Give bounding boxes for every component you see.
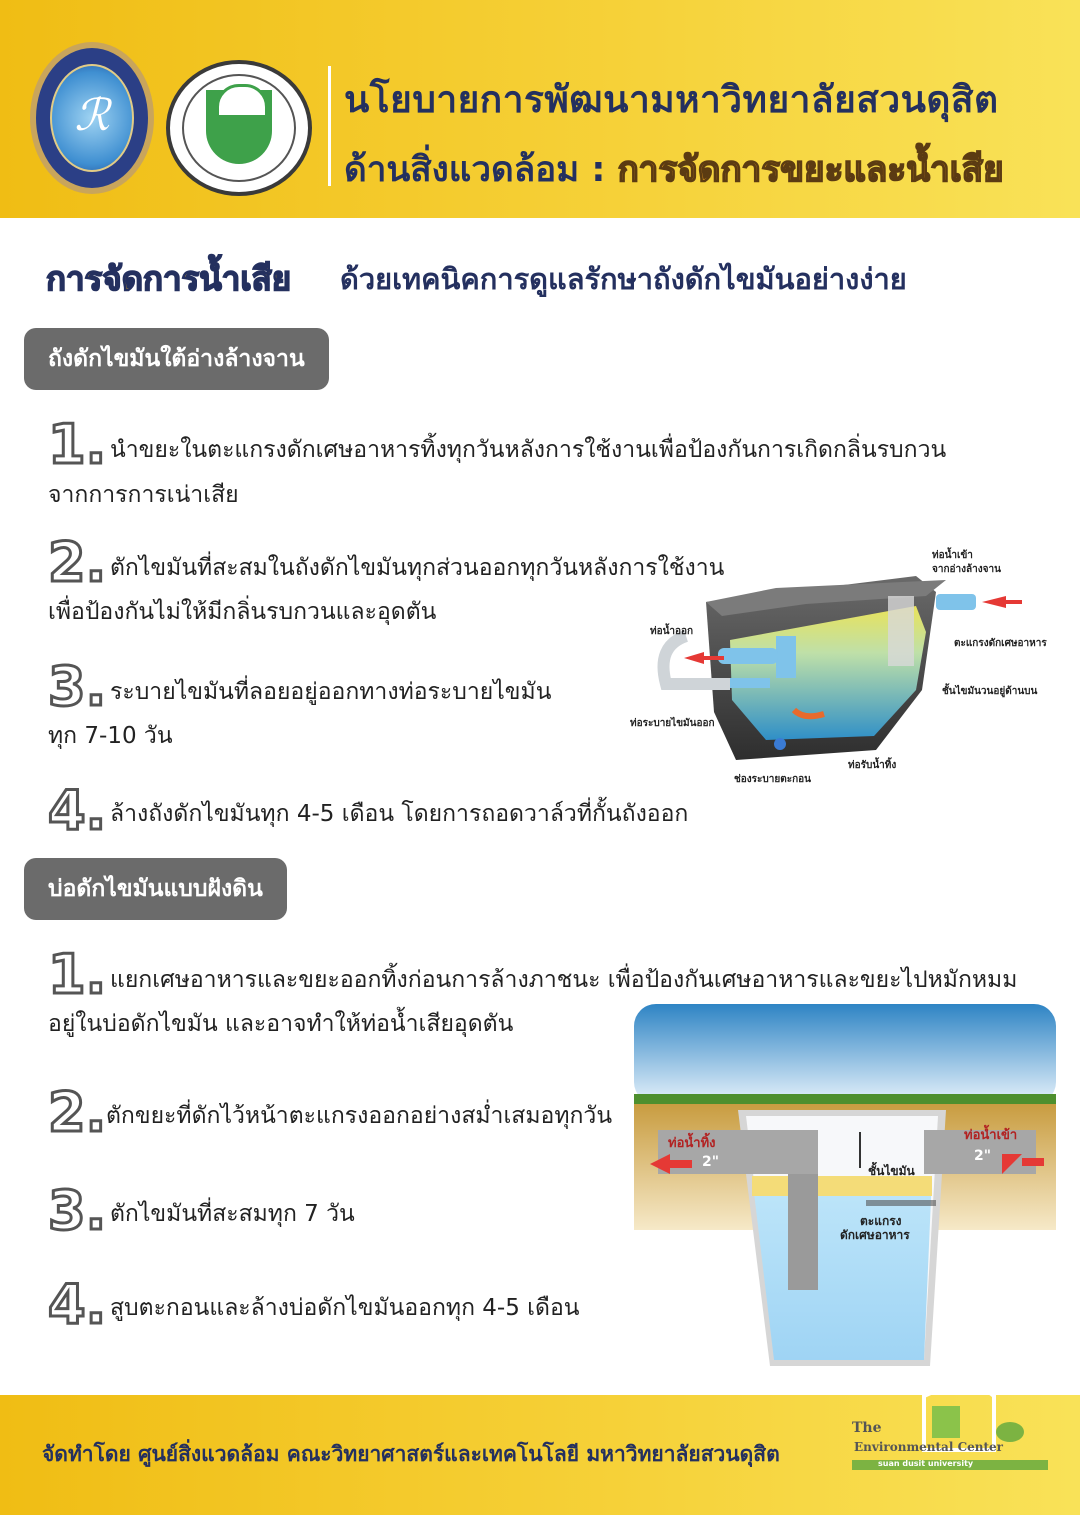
section2-item4-line1: สูบตะกอนและล้างบ่อดักไขมันออกทุก 4-5 เดือน [110, 1295, 580, 1321]
label-inlet-from: จากอ่างล้างจาน [932, 564, 1001, 575]
section1-item2-line2: เพื่อป้องกันไม่ให้มีกลิ่นรบกวนและอุดตัน [48, 599, 437, 625]
section1-item1-line1: นำขยะในตะแกรงดักเศษอาหารทิ้งทุกวันหลังการใช้งานเพื่อป้องกันการเกิดกลิ่นรบกวน [110, 437, 947, 463]
section2-number-4: 4. [48, 1273, 107, 1336]
underground-trap-diagram [634, 1004, 1056, 1366]
section1-item3-line2: ทุก 7-10 วัน [48, 723, 173, 749]
label-fat-layer: ชั้นไขมันวนอยู่ด้านบน [942, 686, 1038, 697]
grease-trap-illustration [626, 540, 1056, 788]
page-title: นโยบายการพัฒนามหาวิทยาลัยสวนดุสิต [344, 78, 999, 121]
label-inlet-pipe: ท่อน้ำเข้า [964, 1128, 1018, 1143]
section1-item4-line1: ล้างถังดักไขมันทุก 4-5 เดือน โดยการถอดวาล์วที่กั้นถังออก [110, 801, 689, 827]
header-divider [328, 66, 331, 186]
section2-number-1: 1. [48, 943, 107, 1006]
section1-item1-line2: จากการการเน่าเสีย [48, 482, 239, 508]
suan-dusit-university-logo [30, 42, 154, 194]
helmet-icon [216, 84, 268, 118]
label-sediment: ช่องระบายตะกอน [734, 774, 812, 785]
label-waste-pipe: ท่อรับน้ำทิ้ง [848, 760, 897, 771]
label-pipe-size-in: 2" [974, 1148, 992, 1164]
section1-item2-line1: ตักไขมันที่สะสมในถังดักไขมันทุกส่วนออกทุกวันหลังการใช้งาน [110, 555, 725, 581]
label-outlet-pipe: ท่อน้ำทิ้ง [668, 1136, 716, 1151]
label-outlet: ท่อน้ำออก [650, 626, 694, 637]
section1-number-4: 4. [48, 779, 107, 842]
section1-number-2: 2. [48, 531, 107, 594]
label-screen: ตะแกรงดักเศษอาหาร [954, 638, 1047, 649]
section2-tab: บ่อดักไขมันแบบฝังดิน [24, 858, 287, 920]
environmental-center-logo [848, 1376, 1058, 1472]
page-subtitle [344, 142, 1004, 197]
label-screen-pit-2: ดักเศษอาหาร [840, 1228, 910, 1242]
topic-subtitle: ด้วยเทคนิคการดูแลรักษาถังดักไขมันอย่างง่าย [340, 262, 907, 296]
underground-trap-illustration [634, 1004, 1056, 1366]
section2-item1-line1: แยกเศษอาหารและขยะออกทิ้งก่อนการล้างภาชนะ เพื่อป้องกันเศษอาหารและขยะไปหมักหมม [110, 967, 1018, 993]
footer-credit: จัดทำโดย ศูนย์สิ่งแวดล้อม คณะวิทยาศาสตร์และเทคโนโลยี มหาวิทยาลัยสวนดุสิต [42, 1442, 780, 1466]
section2-item1-line2: อยู่ในบ่อดักไขมัน และอาจทำให้ท่อน้ำเสียอุดตัน [48, 1011, 514, 1037]
seal-monogram-icon: ℛ [74, 90, 110, 141]
section1-number-1: 1. [48, 413, 107, 476]
section1-tab: ถังดักไขมันใต้อ่างล้างจาน [24, 328, 329, 390]
section2-number-2: 2. [48, 1081, 107, 1144]
label-screen-pit-1: ตะแกรง [860, 1214, 902, 1228]
subtitle-prefix: ด้านสิ่งแวดล้อม : [344, 150, 618, 190]
label-fat-layer-pit: ชั้นไขมัน [868, 1164, 915, 1178]
logo-text-name: Environmental Center [854, 1440, 1003, 1454]
section1-item3-line1: ระบายไขมันที่ลอยอยู่ออกทางท่อระบายไขมัน [110, 679, 552, 705]
subtitle-highlight: การจัดการขยะและน้ำเสีย [617, 150, 1004, 190]
label-pipe-size-out: 2" [702, 1154, 720, 1170]
logo-text-the: The [852, 1420, 882, 1436]
section2-item3-line1: ตักไขมันที่สะสมทุก 7 วัน [110, 1201, 355, 1227]
logo-text-university: suan dusit university [878, 1459, 974, 1468]
label-fat-drain: ท่อระบายไขมันออก [630, 718, 715, 729]
topic-title: การจัดการน้ำเสีย [46, 259, 292, 298]
section1-number-3: 3. [48, 655, 107, 718]
section2-number-3: 3. [48, 1179, 107, 1242]
grease-trap-diagram [626, 540, 1056, 788]
ohs-logo [166, 60, 312, 196]
label-inlet: ท่อน้ำเข้า [932, 550, 973, 561]
section2-item2-line1: ตักขยะที่ดักไว้หน้าตะแกรงออกอย่างสม่ำเสมอทุกวัน [106, 1103, 613, 1129]
